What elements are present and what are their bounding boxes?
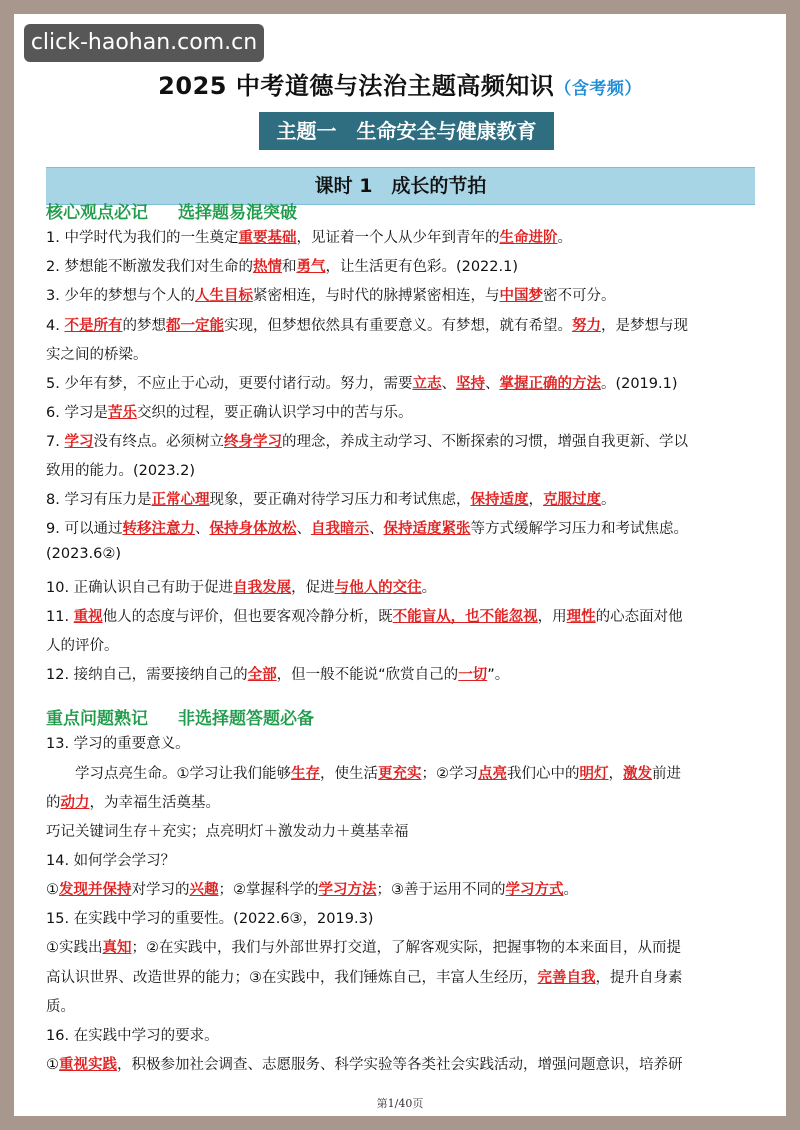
highlight-term: 不是所有 — [64, 318, 123, 334]
page-title — [14, 66, 786, 101]
text-segment: 、 — [441, 376, 456, 392]
highlight-term: 一切 — [458, 667, 488, 683]
text-line — [46, 459, 758, 480]
text-segment: ，使生活 — [320, 766, 378, 782]
section-heading-left: 重点问题熟记 — [46, 709, 148, 729]
text-line — [46, 762, 758, 783]
highlight-term: 动力 — [60, 795, 90, 811]
text-segment: 密不可分。 — [542, 288, 616, 304]
highlight-term: 坚持 — [455, 376, 485, 392]
text-segment: 对学习的 — [131, 882, 190, 898]
text-segment: ；③善于运用不同的 — [376, 882, 506, 898]
text-line — [46, 255, 758, 276]
text-segment: 10. 正确认识自己有助于促进 — [46, 580, 234, 596]
theme-badge: 主题一 生命安全与健康教育 — [259, 112, 554, 150]
text-segment: (2023.6②) — [46, 546, 122, 562]
text-segment: 实现，但梦想依然具有重要意义。有梦想，就有希望。 — [223, 318, 572, 334]
page-number: 第1/40页 — [376, 1097, 424, 1110]
text-segment: 没有终点。必须树立 — [93, 434, 224, 450]
text-segment: 3. 少年的梦想与个人的 — [46, 288, 195, 304]
text-line — [46, 663, 758, 684]
highlight-term: 学习方式 — [505, 882, 564, 898]
text-line — [46, 226, 758, 247]
highlight-term: 立志 — [412, 376, 442, 392]
text-segment: ，积极参加社会调查、志愿服务、科学实验等各类社会实践活动，增强问题意识，培养研 — [117, 1057, 683, 1073]
highlight-term: 都一定能 — [165, 318, 224, 334]
highlight-term: 热情 — [252, 259, 282, 275]
text-segment: 16. 在实践中学习的要求。 — [46, 1028, 219, 1044]
text-segment: 。 — [563, 882, 578, 898]
highlight-term: 正常心理 — [151, 492, 210, 508]
text-segment: 人的评价。 — [46, 638, 119, 654]
text-line — [46, 995, 758, 1016]
highlight-term: 人生目标 — [194, 288, 253, 304]
text-segment: 现象，要正确对待学习压力和考试焦虑， — [209, 492, 471, 508]
text-line — [46, 936, 758, 957]
text-line — [46, 605, 758, 626]
watermark: click-haohan.com.cn — [24, 24, 264, 62]
highlight-term: 不能盲从，也不能忽视 — [392, 609, 538, 625]
highlight-term: 生存 — [291, 766, 320, 782]
highlight-term: 点亮 — [478, 766, 507, 782]
highlight-term: 勇气 — [296, 259, 326, 275]
text-segment: ，是梦想与现 — [600, 318, 688, 334]
text-segment: 巧记关键词生存＋充实；点亮明灯＋激发动力＋奠基幸福 — [46, 824, 409, 840]
highlight-term: 激发 — [623, 766, 652, 782]
text-segment: ，见证着一个人从少年到青年的 — [296, 230, 500, 246]
text-segment: ①实践出 — [46, 940, 103, 956]
text-line — [46, 284, 758, 305]
text-segment: 、 — [484, 376, 500, 392]
text-segment: 、 — [296, 521, 311, 537]
text-segment: 。 — [600, 492, 616, 508]
highlight-term: 真知 — [102, 940, 132, 956]
text-segment: 致用的能力。(2023.2) — [46, 463, 196, 479]
highlight-term: 发现并保持 — [59, 882, 132, 898]
section-heading-key — [46, 704, 314, 729]
text-segment: 前进 — [652, 766, 681, 782]
text-segment: 他人的态度与评价，但也要客观冷静分析，既 — [102, 609, 393, 625]
text-segment: 6. 学习是 — [46, 405, 108, 421]
text-segment: 。 — [557, 230, 572, 246]
highlight-term: 保持适度 — [470, 492, 529, 508]
section-heading-right: 选择题易混突破 — [178, 203, 297, 223]
title-text: 2025 中考道德与法治主题高频知识 — [158, 72, 555, 100]
text-segment: 质。 — [46, 999, 75, 1015]
text-segment: ；②在实践中，我们与外部世界打交道，了解客观实际，把握事物的本来面目，从而提 — [131, 940, 681, 956]
highlight-term: 完善自我 — [537, 970, 596, 986]
text-line — [46, 820, 758, 841]
text-segment: 9. 可以通过 — [46, 521, 123, 537]
highlight-term: 中国梦 — [499, 288, 543, 304]
text-line — [46, 372, 758, 393]
highlight-term: 与他人的交往 — [334, 580, 422, 596]
text-segment: 2. 梦想能不断激发我们对生命的 — [46, 259, 253, 275]
lesson-bar: 课时 1 成长的节拍 — [46, 167, 755, 205]
text-segment: ，提升自身素 — [595, 970, 683, 986]
text-segment: 12. 接纳自己，需要接纳自己的 — [46, 667, 248, 683]
text-line — [46, 1024, 758, 1045]
text-segment: 11. — [46, 609, 74, 625]
text-segment: 14. 如何学会学习？ — [46, 853, 176, 869]
text-segment: 。 — [421, 580, 437, 596]
text-line — [46, 488, 758, 509]
text-segment: ，但一般不能说“欣赏自己的 — [276, 667, 459, 683]
text-segment: 我们心中的 — [507, 766, 580, 782]
text-segment: ， — [608, 766, 623, 782]
highlight-term: 自我发展 — [233, 580, 292, 596]
highlight-term: 学习方法 — [318, 882, 377, 898]
text-segment: 的心态面对他 — [595, 609, 683, 625]
highlight-term: 学习 — [64, 434, 94, 450]
text-line — [46, 546, 758, 562]
text-segment: 15. 在实践中学习的重要性。(2022.6③，2019.3) — [46, 911, 374, 927]
highlight-term: 更充实 — [378, 766, 422, 782]
text-segment: 5. 少年有梦，不应止于心动，更要付诸行动。努力，需要 — [46, 376, 413, 392]
text-segment: ”。 — [487, 667, 510, 683]
section-heading-right: 非选择题答题必备 — [178, 709, 314, 729]
text-segment: 交织的过程，要正确认识学习中的苦与乐。 — [136, 405, 413, 421]
text-segment: 7. — [46, 434, 65, 450]
text-segment: 紧密相连，与时代的脉搏紧密相连，与 — [252, 288, 500, 304]
text-line — [46, 634, 758, 655]
text-segment: ；②掌握科学的 — [218, 882, 319, 898]
text-segment: 的 — [46, 795, 61, 811]
text-line — [46, 401, 758, 422]
highlight-term: 转移注意力 — [122, 521, 195, 537]
text-line — [46, 517, 758, 538]
text-line — [46, 878, 758, 899]
text-segment: ，用 — [537, 609, 567, 625]
text-segment: 、 — [194, 521, 210, 537]
text-segment: 13. 学习的重要意义。 — [46, 736, 190, 752]
text-segment: 的梦想 — [122, 318, 166, 334]
highlight-term: 克服过度 — [542, 492, 601, 508]
section-heading-core — [46, 198, 297, 223]
text-line — [46, 1053, 758, 1074]
highlight-term: 明灯 — [579, 766, 609, 782]
highlight-term: 掌握正确的方法 — [499, 376, 601, 392]
highlight-term: 努力 — [571, 318, 601, 334]
text-line — [46, 576, 758, 597]
text-segment: ， — [528, 492, 543, 508]
text-segment: 等方式缓解学习压力和考试焦虑。 — [470, 521, 688, 537]
highlight-term: 苦乐 — [107, 405, 137, 421]
text-segment: ；②学习 — [421, 766, 478, 782]
highlight-term: 全部 — [247, 667, 277, 683]
highlight-term: 保持身体放松 — [209, 521, 297, 537]
highlight-term: 自我暗示 — [310, 521, 369, 537]
text-segment: 4. — [46, 318, 65, 334]
section-heading-left: 核心观点必记 — [46, 203, 148, 223]
highlight-term: 重视 — [73, 609, 103, 625]
text-segment: 的理念，养成主动学习、不断探索的习惯，增强自我更新、学以 — [281, 434, 688, 450]
text-segment: 8. 学习有压力是 — [46, 492, 152, 508]
text-line — [46, 966, 758, 987]
text-line — [46, 791, 758, 812]
highlight-term: 理性 — [566, 609, 596, 625]
text-segment: 。(2019.1) — [600, 376, 678, 392]
highlight-term: 保持适度紧张 — [383, 521, 471, 537]
highlight-term: 生命进阶 — [499, 230, 558, 246]
highlight-term: 兴趣 — [189, 882, 219, 898]
text-segment: 1. 中学时代为我们的一生奠定 — [46, 230, 239, 246]
text-line — [46, 849, 758, 870]
text-segment: 、 — [368, 521, 384, 537]
highlight-term: 终身学习 — [223, 434, 282, 450]
text-segment: ① — [46, 1057, 59, 1073]
text-segment: 学习点亮生命。①学习让我们能够 — [46, 766, 291, 782]
text-segment: 和 — [281, 259, 297, 275]
highlight-term: 重要基础 — [238, 230, 297, 246]
text-segment: ，让生活更有色彩。(2022.1) — [325, 259, 519, 275]
text-segment: ，促进 — [291, 580, 335, 596]
text-segment: 高认识世界、改造世界的能力；③在实践中，我们锤炼自己，丰富人生经历， — [46, 970, 538, 986]
text-line — [46, 907, 758, 928]
text-line — [46, 732, 758, 753]
text-line — [46, 430, 758, 451]
document-page — [14, 14, 786, 1116]
highlight-term: 重视实践 — [59, 1057, 117, 1073]
text-line — [46, 343, 758, 364]
text-segment: ① — [46, 882, 59, 898]
title-suffix: （含考频） — [554, 79, 642, 99]
text-segment: 实之间的桥梁。 — [46, 347, 148, 363]
text-segment: ，为幸福生活奠基。 — [89, 795, 220, 811]
text-line — [46, 314, 758, 335]
